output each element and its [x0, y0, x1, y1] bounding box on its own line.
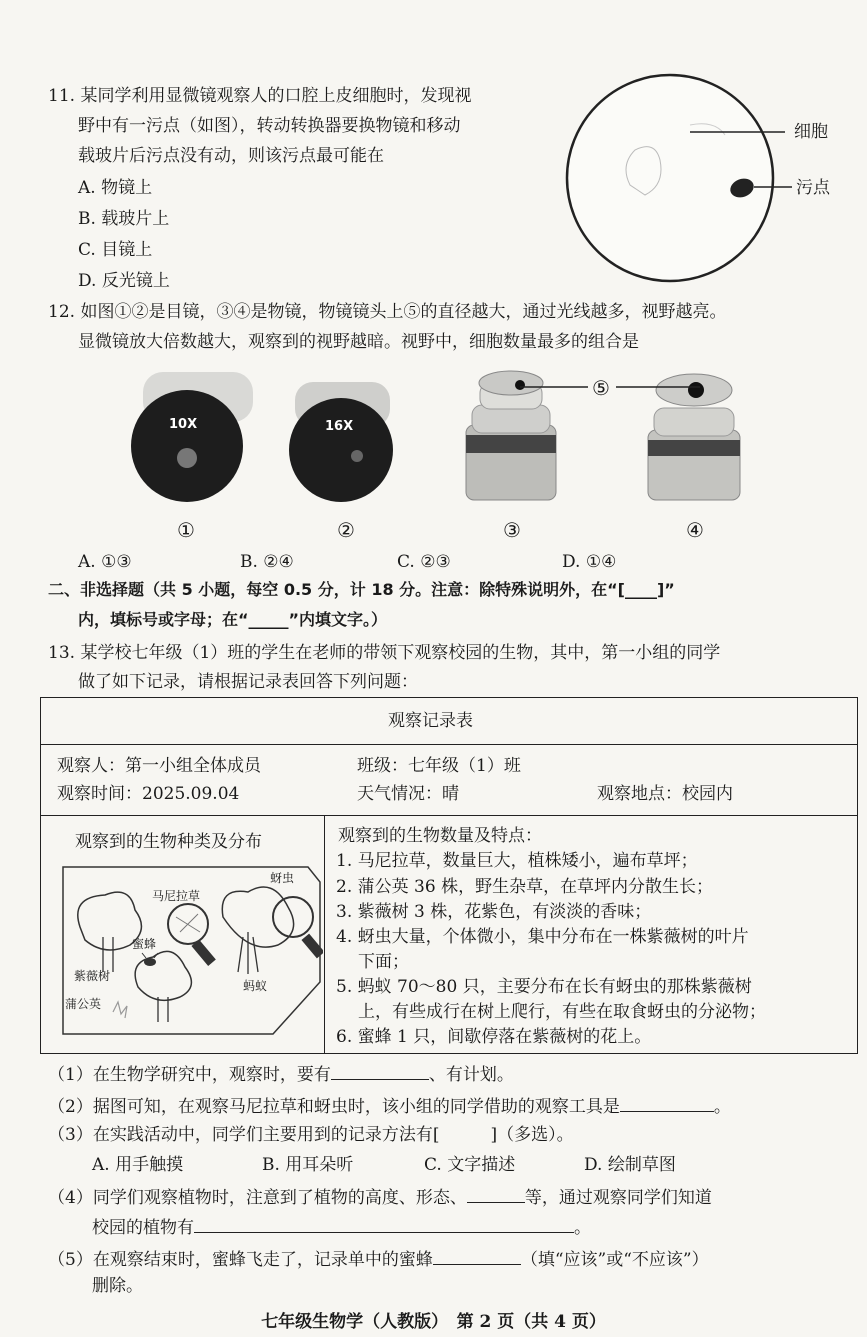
- eyepiece-lens-1: [125, 368, 260, 503]
- lens-number-1: ①: [177, 518, 195, 542]
- q13-sub5-text-a: （5）在观察结束时，蜜蜂飞走了，记录单中的蜜蜂: [48, 1250, 433, 1270]
- page-footer: 七年级生物学（人教版） 第 2 页（共 4 页）: [261, 1312, 606, 1332]
- q11-option-a[interactable]: A. 物镜上: [78, 178, 153, 198]
- table-right-line-6: 5. 蚂蚁 70～80 只，主要分布在长有蚜虫的那株紫薇树: [336, 977, 752, 997]
- lens-number-4: ④: [686, 518, 704, 542]
- q13-sub5-line2: 删除。: [92, 1276, 143, 1296]
- table-right-line-3: 3. 紫薇树 3 株，花紫色，有淡淡的香味；: [336, 902, 652, 922]
- lens-number-2: ②: [337, 518, 355, 542]
- q13-sub3: （3）在实践活动中，同学们主要用到的记录方法有[ ]（多选）。: [48, 1125, 574, 1145]
- q13-stem-line2: 做了如下记录，请根据记录表回答下列问题：: [78, 672, 418, 692]
- q13-sub2-text: （2）据图可知，在观察马尼拉草和蚜虫时，该小组的同学借助的观察工具是: [48, 1097, 620, 1117]
- q13-sub5-line1: [48, 1248, 709, 1270]
- q11-option-b[interactable]: B. 载玻片上: [78, 209, 170, 229]
- q13-sub1-text-b: 、有计划。: [428, 1065, 514, 1085]
- q12-option-b[interactable]: B. ②④: [240, 552, 294, 572]
- sketch-label-dandelion: 蒲公英: [65, 997, 102, 1011]
- q13-sub3-option-d[interactable]: D. 绘制草图: [584, 1155, 676, 1175]
- table-observer: 观察人：第一小组全体成员: [57, 756, 261, 776]
- q13-sub2-answer-blank[interactable]: [620, 1095, 714, 1112]
- eyepiece-2-label: 16X: [325, 419, 354, 434]
- q13-sub3-option-c[interactable]: C. 文字描述: [424, 1155, 516, 1175]
- sketch-label-grass: 马尼拉草: [152, 889, 201, 903]
- q13-sub1: [48, 1063, 514, 1085]
- q11-stem-line3: 载玻片后污点没有动，则该污点最可能在: [78, 146, 384, 166]
- q13-sub4-answer-blank-1[interactable]: [467, 1186, 525, 1203]
- q11-stem-line1: 11. 某同学利用显微镜观察人的口腔上皮细胞时，发现视: [48, 86, 472, 106]
- q13-sub1-text-a: （1）在生物学研究中，观察时，要有: [48, 1065, 331, 1085]
- table-weather: 天气情况：晴: [357, 784, 459, 804]
- callout-lines: [520, 375, 720, 405]
- q12-stem-line1: 12. 如图①②是目镜，③④是物镜，物镜镜头上⑤的直径越大，通过光线越多，视野越亮。: [48, 302, 727, 322]
- callout-5-label: ⑤: [592, 376, 610, 400]
- figure-label-cell: 细胞: [794, 122, 828, 142]
- figure-label-spot: 污点: [796, 178, 830, 198]
- sketch-label-bee: 蜜蜂: [132, 937, 157, 951]
- q13-sub2-end: 。: [713, 1097, 731, 1117]
- sketch-label-ant: 蚂蚁: [243, 979, 268, 993]
- table-right-line-5: 下面；: [358, 952, 409, 972]
- table-right-line-7: 上，有些成行在树上爬行，有些在取食蚜虫的分泌物；: [358, 1002, 766, 1022]
- q13-sub1-answer-blank[interactable]: [331, 1063, 429, 1080]
- q11-option-c[interactable]: C. 目镜上: [78, 240, 153, 260]
- q13-sub4-text-b: 等，通过观察同学们知道: [524, 1188, 712, 1208]
- q13-sub4-text-c: 校园的植物有: [92, 1218, 194, 1238]
- table-time: 观察时间：2025.09.04: [57, 784, 240, 804]
- q11-option-d[interactable]: D. 反光镜上: [78, 271, 170, 291]
- q12-stem-line2: 显微镜放大倍数越大，观察到的视野越暗。视野中，细胞数量最多的组合是: [78, 332, 639, 352]
- eyepiece-lens-2: [285, 380, 405, 505]
- q13-sub4-line1: [48, 1186, 712, 1208]
- q13-sub4-answer-blank-2[interactable]: [194, 1216, 574, 1233]
- q13-sub4-end: 。: [574, 1218, 591, 1238]
- q13-sub3-option-b[interactable]: B. 用耳朵听: [262, 1155, 354, 1175]
- q13-sub5-answer-blank[interactable]: [433, 1248, 521, 1265]
- sketch-label-crape: 紫薇树: [74, 969, 111, 983]
- section2-heading-line1: 二、非选择题（共 5 小题，每空 0.5 分，计 18 分。注意：除特殊说明外，在“[____]”: [48, 580, 675, 599]
- table-title: 观察记录表: [388, 711, 473, 731]
- table-right-header: 观察到的生物数量及特点：: [338, 826, 542, 846]
- table-place: 观察地点：校园内: [597, 784, 733, 804]
- table-right-line-4: 4. 蚜虫大量，个体微小，集中分布在一株紫薇树的叶片: [336, 927, 749, 947]
- q13-sub4-text-a: （4）同学们观察植物时，注意到了植物的高度、形态、: [48, 1188, 467, 1208]
- q12-option-a[interactable]: A. ①③: [78, 552, 132, 572]
- q11-stem-line2: 野中有一污点（如图），转动转换器要换物镜和移动: [78, 116, 461, 136]
- q13-sub2: [48, 1095, 731, 1117]
- section2-heading-line2: 内，填标号或字母；在“_____”内填文字。）: [78, 610, 388, 629]
- table-class: 班级：七年级（1）班: [357, 756, 521, 776]
- q13-sub5-text-b: （填“应该”或“不应该”）: [520, 1250, 709, 1270]
- q13-sub4-line2: [92, 1216, 591, 1238]
- q12-option-c[interactable]: C. ②③: [397, 552, 451, 572]
- q12-option-d[interactable]: D. ①④: [562, 552, 617, 572]
- sketch-label-aphid: 蚜虫: [270, 871, 295, 885]
- eyepiece-1-label: 10X: [169, 417, 198, 432]
- table-left-header: 观察到的生物种类及分布: [75, 832, 262, 852]
- table-right-line-2: 2. 蒲公英 36 株，野生杂草，在草坪内分散生长；: [336, 877, 714, 897]
- table-right-line-8: 6. 蜜蜂 1 只，间歇停落在紫薇树的花上。: [336, 1027, 652, 1047]
- q13-sub3-option-a[interactable]: A. 用手触摸: [92, 1155, 184, 1175]
- lens-number-3: ③: [503, 518, 521, 542]
- q13-stem-line1: 13. 某学校七年级（1）班的学生在老师的带领下观察校园的生物，其中，第一小组的同学: [48, 643, 721, 663]
- table-right-line-1: 1. 马尼拉草，数量巨大，植株矮小，遍布草坪；: [336, 851, 698, 871]
